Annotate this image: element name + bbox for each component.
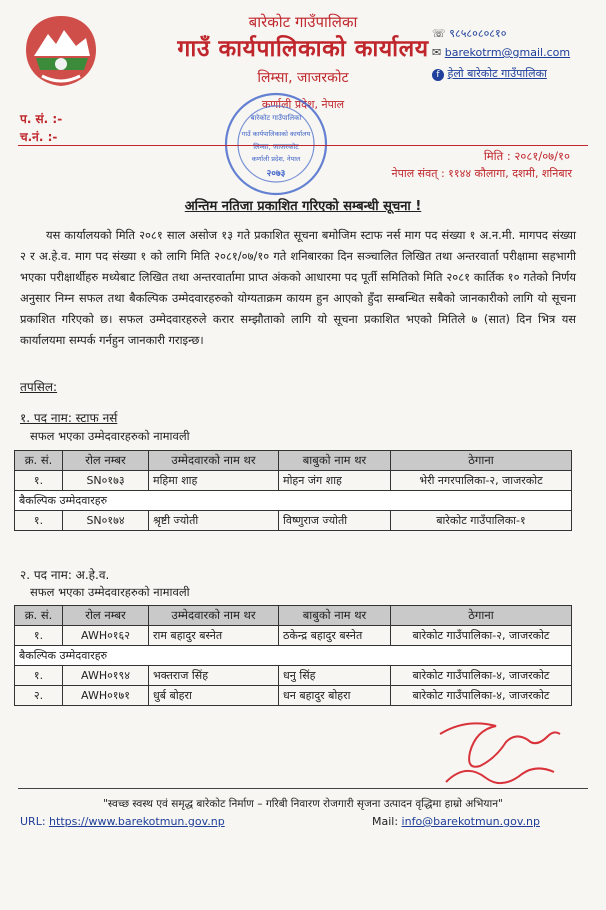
table-row: [15, 626, 572, 646]
official-stamp: [222, 90, 330, 198]
section2-success-label: सफल भएका उम्मेदवारहरुको नामावली: [30, 585, 190, 599]
phone-icon: ☏: [432, 27, 446, 40]
office-title: गाउँ कार्यपालिकाको कार्यालय: [177, 36, 429, 62]
cell-roll: AWH०१७१: [63, 686, 149, 706]
footer-url: [20, 815, 225, 828]
table-row: [15, 471, 572, 491]
table-row: [15, 666, 572, 686]
cell-serial: १.: [15, 471, 63, 491]
header-serial: क्र. सं.: [15, 606, 63, 626]
table-row: [15, 686, 572, 706]
email-link[interactable]: barekotrm@gmail.com: [444, 46, 571, 59]
cell-father: धन बहादुर बोहरा: [279, 686, 391, 706]
header-candidate: उम्मेदवारको नाम थर: [149, 606, 279, 626]
alt-label-row: [15, 491, 572, 511]
facebook-link[interactable]: हेलो बारेकोट गाउँपालिका: [447, 67, 547, 80]
cell-candidate: महिमा शाह: [149, 471, 279, 491]
cell-address: बारेकोट गाउँपालिका-२, जाजरकोट: [391, 626, 572, 646]
cell-roll: AWH०१६२: [63, 626, 149, 646]
cell-father: ठकेन्द्र बहादुर बस्नेत: [279, 626, 391, 646]
cell-candidate: भक्तराज सिंह: [149, 666, 279, 686]
stamp-line2: गाउँ कार्यपालिकाको कार्यालय: [241, 130, 311, 138]
header-divider: [18, 145, 588, 146]
footer-slogan: "स्वच्छ स्वस्थ एवं समृद्ध बारेकोट निर्माण – गरिबी निवारण रोजगारी सृजना उत्पादन वृद्धिमा हाम्रो अभियान": [103, 798, 503, 810]
stamp-line1: बारेकोट गाउँपालिका: [250, 114, 302, 122]
header-roll: रोल नम्बर: [63, 606, 149, 626]
header-father: बाबुको नाम थर: [279, 606, 391, 626]
reference-cha-na: च.नं. :-: [20, 130, 58, 144]
section1-alt-label: बैकल्पिक उम्मेदवारहरु: [15, 491, 572, 511]
alt-label-row: [15, 646, 572, 666]
cell-candidate: राम बहादुर बस्नेत: [149, 626, 279, 646]
footer-divider: [18, 788, 588, 789]
details-label: तपसिल:: [20, 380, 58, 394]
section2-alt-label: बैकल्पिक उम्मेदवारहरु: [15, 646, 572, 666]
mail-link[interactable]: info@barekotmun.gov.np: [401, 815, 540, 828]
email-contact: [432, 46, 570, 59]
cell-address: बारेकोट गाउँपालिका-१: [391, 511, 572, 531]
section1-success-label: सफल भएका उम्मेदवारहरुको नामावली: [30, 429, 190, 443]
stamp-line4: कर्णाली प्रदेश, नेपाल: [251, 155, 301, 163]
footer-mail: [372, 815, 540, 828]
cell-father: धनु सिंह: [279, 666, 391, 686]
phone-contact: [432, 26, 506, 41]
url-label: URL:: [20, 815, 50, 828]
cell-candidate: धुर्ब बोहरा: [149, 686, 279, 706]
mail-icon: ✉: [432, 46, 442, 59]
cell-candidate: श्रृष्टी ज्योती: [149, 511, 279, 531]
cell-address: भेरी नगरपालिका-२, जाजरकोट: [391, 471, 572, 491]
notice-date: मिति : २०८१/०७/१०: [483, 149, 570, 163]
nepal-sambat-date: नेपाल संवत् : ११४४ कौलागा, दशमी, शनिबार: [391, 167, 572, 180]
stamp-line3: लिम्सा, जाजरकोट: [253, 143, 299, 151]
header-roll: रोल नम्बर: [63, 451, 149, 471]
municipality-name: बारेकोट गाउँपालिका: [248, 13, 358, 31]
section2-table: [14, 605, 572, 706]
cell-address: बारेकोट गाउँपालिका-४, जाजरकोट: [391, 666, 572, 686]
header-father: बाबुको नाम थर: [279, 451, 391, 471]
section1-table: [14, 450, 572, 531]
stamp-year: २०७३: [266, 169, 286, 179]
cell-roll: SN०१७४: [63, 511, 149, 531]
phone-number: ९८५८०८०८१०: [449, 27, 507, 40]
website-link[interactable]: https://www.barekotmun.gov.np: [49, 815, 225, 828]
facebook-contact: [432, 66, 547, 81]
mail-label: Mail:: [372, 815, 402, 828]
cell-serial: १.: [15, 511, 63, 531]
cell-father: मोहन जंग शाह: [279, 471, 391, 491]
cell-roll: SN०१७३: [63, 471, 149, 491]
cell-serial: १.: [15, 666, 63, 686]
cell-serial: १.: [15, 626, 63, 646]
cell-roll: AWH०१९४: [63, 666, 149, 686]
cell-father: विष्णुराज ज्योती: [279, 511, 391, 531]
table-row: [15, 511, 572, 531]
province-name: कर्णाली प्रदेश, नेपाल: [261, 98, 345, 111]
cell-address: बारेकोट गाउँपालिका-४, जाजरकोट: [391, 686, 572, 706]
facebook-icon: f: [432, 69, 444, 81]
cell-serial: २.: [15, 686, 63, 706]
section1-title: १. पद नाम: स्टाफ नर्स: [20, 411, 118, 425]
table-header-row: [15, 451, 572, 471]
header-address: ठेगाना: [391, 451, 572, 471]
header-address: ठेगाना: [391, 606, 572, 626]
header-serial: क्र. सं.: [15, 451, 63, 471]
reference-pa-sa: प. सं. :-: [20, 112, 63, 126]
notice-body: यस कार्यालयको मिति २०८१ साल असोज १३ गते प्रकाशित सूचना बमोजिम स्टाफ नर्स माग पद संख्या १ अ.न.मी. मागपद संख्या २ र अ.हे.व. माग पद संख्या १ को लागि मिति २०८१/०७/१० गते शनिबारका दिन सञ्चालित लिखित तथा अन्तरवार्ता परीक्षामा सहभागी भएका परीक्षार्थीहरु मध्येबाट लिखित तथा अन्तरवार्तामा प्राप्त अंकको आधारमा पद पूर्ती समितिको मिति २०८१ कार्तिक १० गतेको निर्णय अनुसार निम्न सफल तथा बैकल्पिक उम्मेदवारहरुको योग्यताक्रम कायम हुन आएको हुँदा सम्बन्धित सबैको जानकारीको लागि यो सूचना प्रकाशित गरिएको छ। सफल उम्मेदवारहरुले करार सम्झौताको लागि यो सूचना प्रकाशित भएको मितिले ७ (सात) दिन भित्र यस कार्यालयमा सम्पर्क गर्नहुन जानकारी गराइन्छ।: [20, 228, 576, 347]
office-location: लिम्सा, जाजरकोट: [257, 70, 349, 86]
notice-title: अन्तिम नतिजा प्रकाशित गरिएको सम्बन्धी सूचना !: [184, 199, 422, 214]
header-candidate: उम्मेदवारको नाम थर: [149, 451, 279, 471]
table-header-row: [15, 606, 572, 626]
section2-title: २. पद नाम: अ.हे.व.: [20, 568, 110, 582]
